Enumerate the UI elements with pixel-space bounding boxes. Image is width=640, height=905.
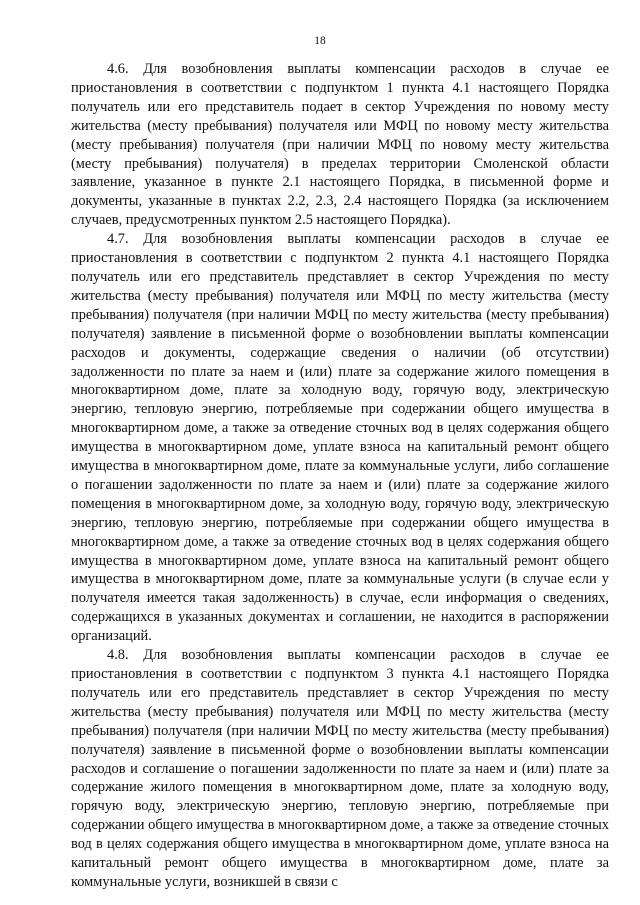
document-body [71, 60, 609, 892]
page-number: 18 [314, 35, 326, 47]
paragraph-4-6: 4.6. Для возобновления выплаты компенсации расходов в случае ее приостановления в соответствии с подпунктом 1 пункта 4.1 настоящего Порядка получатель или его представитель подает в сектор Учреждения по новому месту жительства (месту пребывания) получателя или МФЦ по новому месту жительства (месту пребывания) получателя (при наличии МФЦ по новому месту жительства (месту пребывания) получателя) в пределах территории Смоленской области заявление, указанное в пункте 2.1 настоящего Порядка, в письменной форме и документы, указанные в пунктах 2.2, 2.3, 2.4 настоящего Порядка (за исключением случаев, предусмотренных пунктом 2.5 настоящего Порядка). [71, 61, 609, 229]
paragraph-4-7: 4.7. Для возобновления выплаты компенсации расходов в случае ее приостановления в соответствии с подпунктом 2 пункта 4.1 настоящего Порядка получатель или его представитель представляет в сектор Учреждения по месту жительства (месту пребывания) получателя или МФЦ по месту жительства (месту пребывания) получателя (при наличии МФЦ по месту жительства (месту пребывания) получателя) заявление в письменной форме о возобновлении выплаты компенсации расходов и документы, содержащие сведения о наличии (об отсутствии) задолженности по плате за наем и (или) плате за содержание жилого помещения в многоквартирном доме, плате за холодную воду, горячую воду, электрическую энергию, тепловую энергию, потребляемые при содержании общего имущества в многоквартирном доме, а также за отведение сточных вод в целях содержания общего имущества в многоквартирном доме, уплате взноса на капитальный ремонт общего имущества в многоквартирном доме, плате за коммунальные услуги, либо соглашение о погашении задолженности по плате за наем и (или) плате за содержание жилого помещения в многоквартирном доме, за холодную воду, горячую воду, электрическую энергию, тепловую энергию, потребляемые при содержании общего имущества в многоквартирном доме, а также за отведение сточных вод в целях содержания общего имущества в многоквартирном доме, уплате взноса на капитальный ремонт общего имущества в многоквартирном доме, плате за коммунальные услуги (в случае если у получателя имеется такая задолженность) в случае, если информация о сведениях, содержащихся в указанных документах и соглашении, не находится в распоряжении организаций. [71, 231, 609, 645]
paragraph-4-8: 4.8. Для возобновления выплаты компенсации расходов в случае ее приостановления в соответствии с подпунктом 3 пункта 4.1 настоящего Порядка получатель или его представитель представляет в сектор Учреждения по месту жительства (месту пребывания) получателя или МФЦ по месту жительства (месту пребывания) получателя (при наличии МФЦ по месту жительства (месту пребывания) получателя) заявление в письменной форме о возобновлении выплаты компенсации расходов и соглашение о погашении задолженности по плате за наем и (или) плате за содержание жилого помещения в многоквартирном доме, плате за холодную воду, горячую воду, электрическую энергию, тепловую энергию, потребляемые при содержании общего имущества в многоквартирном доме, а также за отведение сточных вод в целях содержания общего имущества в многоквартирном доме, уплате взноса на капитальный ремонт общего имущества в многоквартирном доме, плате за коммунальные услуги, возникшей в связи с [71, 647, 609, 890]
